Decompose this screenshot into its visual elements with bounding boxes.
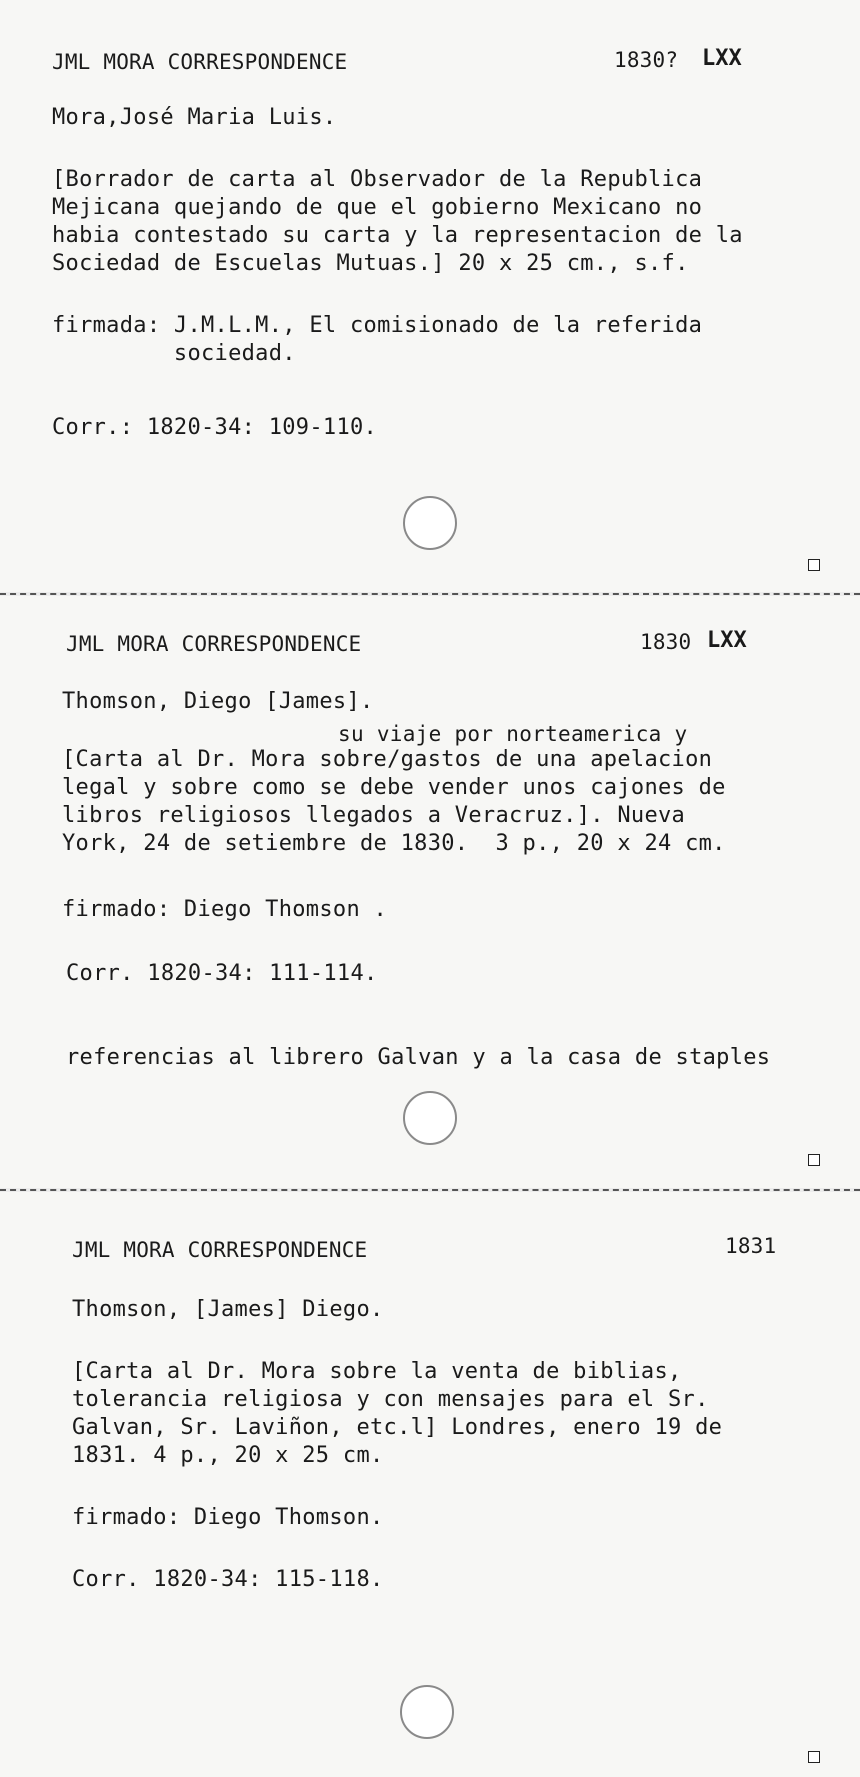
card-header: JML MORA CORRESPONDENCE	[72, 1238, 368, 1262]
card-signature-line: firmado: Diego Thomson.	[72, 1505, 384, 1530]
card-signature-line: firmado: Diego Thomson .	[62, 897, 388, 922]
card-date: 1830	[640, 630, 692, 654]
punch-hole	[403, 1091, 457, 1145]
card-corr-reference: Corr.: 1820-34: 109-110.	[52, 415, 378, 440]
card-date: 1830?	[614, 48, 679, 72]
card-signature-line: firmada: J.M.L.M., El comisionado de la referida	[52, 313, 703, 338]
card-description-line: [Carta al Dr. Mora sobre/gastos de una apelacion	[62, 747, 713, 772]
card-description-line: [Borrador de carta al Observador de la Republica	[52, 167, 703, 192]
catalog-card-1	[0, 0, 860, 592]
date-strikeout: LXX	[707, 628, 747, 653]
checkbox[interactable]	[808, 559, 820, 571]
card-author: Thomson, Diego [James].	[62, 689, 374, 714]
card-corr-reference: Corr. 1820-34: 115-118.	[72, 1567, 384, 1592]
card-author: Thomson, [James] Diego.	[72, 1297, 384, 1322]
card-signature-line: sociedad.	[52, 341, 296, 366]
checkbox[interactable]	[808, 1751, 820, 1763]
card-description-line: habia contestado su carta y la representacion de la	[52, 223, 743, 248]
card-corr-reference: Corr. 1820-34: 111-114.	[66, 961, 378, 986]
card-header: JML MORA CORRESPONDENCE	[52, 50, 348, 74]
perforation-line	[0, 1189, 860, 1191]
card-insertion: su viaje por norteamerica y	[338, 722, 688, 746]
punch-hole	[400, 1685, 454, 1739]
card-description-line: Mejicana quejando de que el gobierno Mexicano no	[52, 195, 703, 220]
catalog-card-3	[0, 1192, 860, 1777]
perforation-line	[0, 593, 860, 595]
checkbox[interactable]	[808, 1154, 820, 1166]
card-description-line: York, 24 de setiembre de 1830. 3 p., 20 x 24 cm.	[62, 831, 726, 856]
card-description-line: legal y sobre como se debe vender unos cajones de	[62, 775, 726, 800]
card-description-line: Galvan, Sr. Laviñon, etc.l] Londres, enero 19 de	[72, 1415, 723, 1440]
card-header: JML MORA CORRESPONDENCE	[66, 632, 362, 656]
catalog-card-2	[0, 596, 860, 1188]
card-description-line: 1831. 4 p., 20 x 25 cm.	[72, 1443, 384, 1468]
card-description-line: [Carta al Dr. Mora sobre la venta de biblias,	[72, 1359, 682, 1384]
card-description-line: Sociedad de Escuelas Mutuas.] 20 x 25 cm., s.f.	[52, 251, 689, 276]
card-author: Mora,José Maria Luis.	[52, 105, 337, 130]
card-note: referencias al librero Galvan y a la casa de staples	[66, 1045, 771, 1070]
card-date: 1831	[725, 1234, 777, 1258]
card-description-line: libros religiosos llegados a Veracruz.]. Nueva	[62, 803, 686, 828]
punch-hole	[403, 496, 457, 550]
date-strikeout: LXX	[702, 46, 742, 71]
card-description-line: tolerancia religiosa y con mensajes para el Sr.	[72, 1387, 709, 1412]
